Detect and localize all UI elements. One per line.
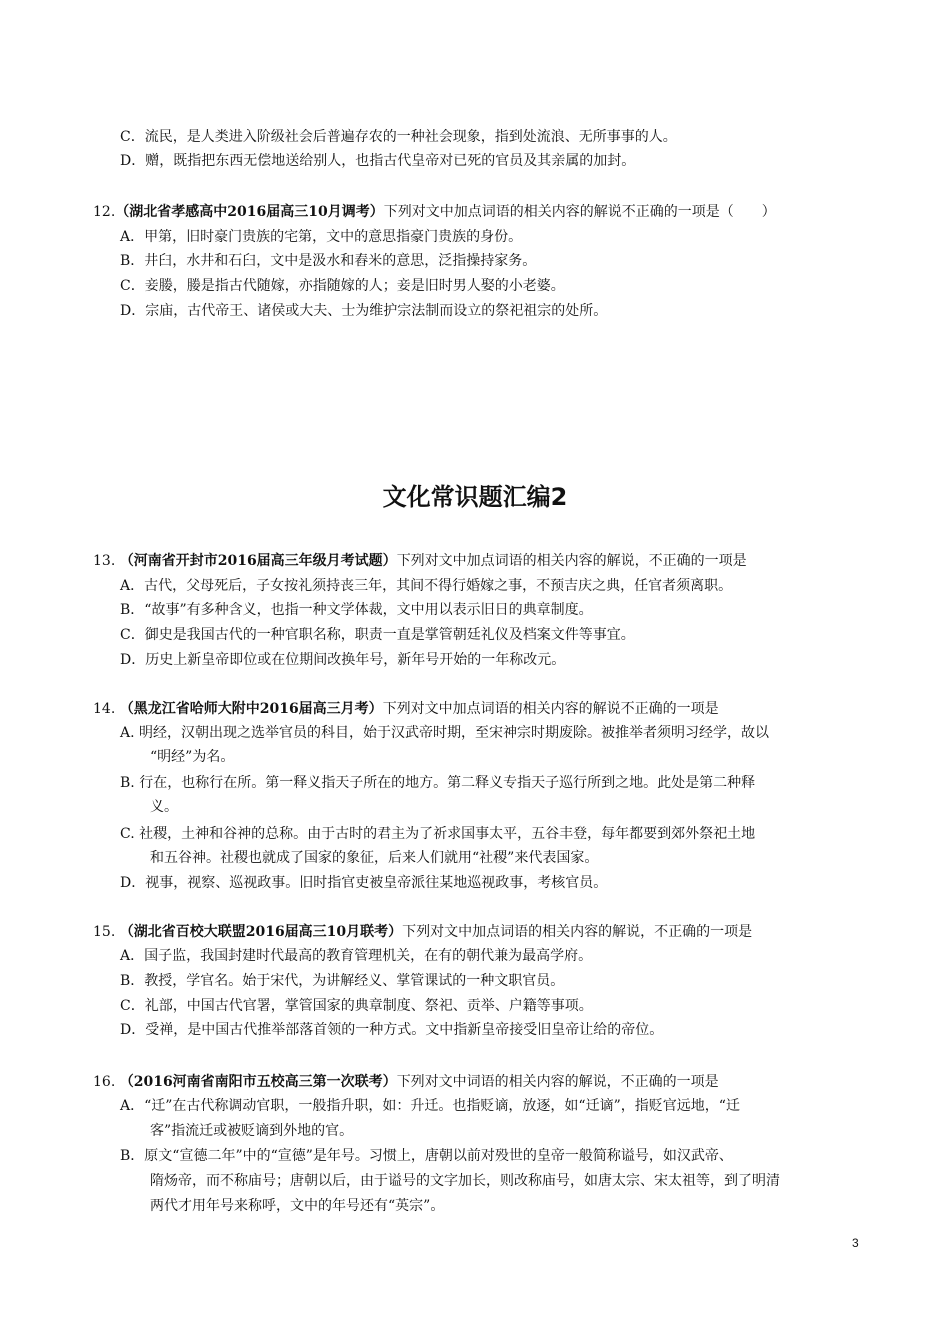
section-title: 文化常识题汇编2 — [382, 483, 568, 511]
option-c: C．御史是我国古代的一种官职名称，职责一直是掌管朝廷礼仪及档案文件等事宜。 — [120, 627, 635, 643]
option-a: A．古代，父母死后，子女按礼须持丧三年，其间不得行婚嫁之事，不预吉庆之典，任官者须离职。 — [120, 578, 733, 594]
option-c-continued: 和五谷神。社稷也就成了国家的象征，后来人们就用“社稷”来代表国家。 — [150, 850, 599, 866]
question-stem: 下列对文中加点词语的相关内容的解说不正确的一项是 — [382, 701, 719, 717]
option-b: B．井臼，水井和石臼，文中是汲水和舂米的意思，泛指操持家务。 — [120, 253, 537, 269]
option-b-continued-2: 两代才用年号来称呼，文中的年号还有“英宗”。 — [150, 1198, 445, 1214]
option-d: D．视事，视察、巡视政事。旧时指官吏被皇帝派往某地巡视政事，考核官员。 — [120, 875, 608, 891]
option-c: C．妾媵，媵是指古代随嫁，亦指随嫁的人；妾是旧时男人娶的小老婆。 — [120, 278, 565, 294]
question-13 — [93, 551, 747, 571]
question-source: （黑龙江省哈师大附中2016届高三月考） — [119, 701, 383, 717]
option-b: B. 行在，也称行在所。第一释义指天子所在的地方。第二释义专指天子巡行所到之地。此处是第二种释 — [120, 775, 756, 791]
option-c: C. 社稷，土神和谷神的总称。由于古时的君主为了祈求国事太平，五谷丰登，每年都要到郊外祭祀土地 — [120, 826, 756, 842]
option-b: B．原文“宣德二年”中的“宣德”是年号。习惯上，唐朝以前对殁世的皇帝一般简称谥号，如汉武帝、 — [120, 1148, 733, 1164]
question-source: （湖北省孝感高中2016届高三10月调考） — [115, 204, 384, 220]
question-15 — [93, 922, 752, 942]
option-b: B．“故事”有多种含义，也指一种文学体裁，文中用以表示旧日的典章制度。 — [120, 602, 593, 618]
option-a: A. 明经，汉朝出现之选举官员的科目，始于汉武帝时期，至宋神宗时期废除。被推举者须明习经学，故以 — [120, 725, 770, 741]
option-d-prev: D．赠，既指把东西无偿地送给别人，也指古代皇帝对已死的官员及其亲属的加封。 — [120, 153, 636, 169]
option-a: A．“迁”在古代称调动官职，一般指升职，如：升迁。也指贬谪，放逐，如“迁谪”，指贬官远地，“迁 — [120, 1098, 740, 1114]
option-a-continued: “明经”为名。 — [150, 749, 235, 765]
page-number: 3 — [852, 1236, 859, 1250]
question-number: 16. — [93, 1074, 116, 1090]
option-a-continued: 客”指流迁或被贬谪到外地的官。 — [150, 1123, 354, 1139]
question-stem: 下列对文中加点词语的相关内容的解说不正确的一项是（ ） — [383, 204, 776, 220]
option-b-continued: 隋炀帝，而不称庙号；唐朝以后，由于谥号的文字加长，则改称庙号，如唐太宗、宋太祖等，到了明清 — [150, 1173, 780, 1189]
option-c: C．礼部，中国古代官署，掌管国家的典章制度、祭祀、贡举、户籍等事项。 — [120, 998, 593, 1014]
question-number: 14. — [93, 701, 116, 717]
question-number: 13. — [93, 553, 116, 569]
question-stem: 下列对文中加点词语的相关内容的解说，不正确的一项是 — [402, 924, 753, 940]
question-number: 12. — [93, 204, 116, 220]
option-d: D．历史上新皇帝即位或在位期间改换年号，新年号开始的一年称改元。 — [120, 652, 566, 668]
question-source: （湖北省百校大联盟2016届高三10月联考） — [119, 924, 403, 940]
option-b-continued: 义。 — [150, 799, 178, 815]
question-source: （2016河南省南阳市五校高三第一次联考） — [119, 1074, 397, 1090]
question-16 — [93, 1072, 719, 1092]
option-c-prev: C．流民，是人类进入阶级社会后普遍存农的一种社会现象，指到处流浪、无所事事的人。 — [120, 129, 677, 145]
option-d: D．宗庙，古代帝王、诸侯或大夫、士为维护宗法制而设立的祭祀祖宗的处所。 — [120, 303, 608, 319]
question-stem: 下列对文中加点词语的相关内容的解说，不正确的一项是 — [396, 553, 747, 569]
option-d: D．受禅，是中国古代推举部落首领的一种方式。文中指新皇帝接受旧皇帝让给的帝位。 — [120, 1022, 664, 1038]
question-14 — [93, 699, 719, 719]
question-stem: 下列对文中词语的相关内容的解说，不正确的一项是 — [396, 1074, 719, 1090]
option-a: A．甲第，旧时豪门贵族的宅第，文中的意思指豪门贵族的身份。 — [120, 229, 523, 245]
question-12 — [93, 202, 776, 222]
question-number: 15. — [93, 924, 116, 940]
question-source: （河南省开封市2016届高三年级月考试题） — [119, 553, 397, 569]
option-a: A．国子监，我国封建时代最高的教育管理机关，在有的朝代兼为最高学府。 — [120, 948, 593, 964]
option-b: B．教授，学官名。始于宋代，为讲解经义、掌管课试的一种文职官员。 — [120, 973, 565, 989]
